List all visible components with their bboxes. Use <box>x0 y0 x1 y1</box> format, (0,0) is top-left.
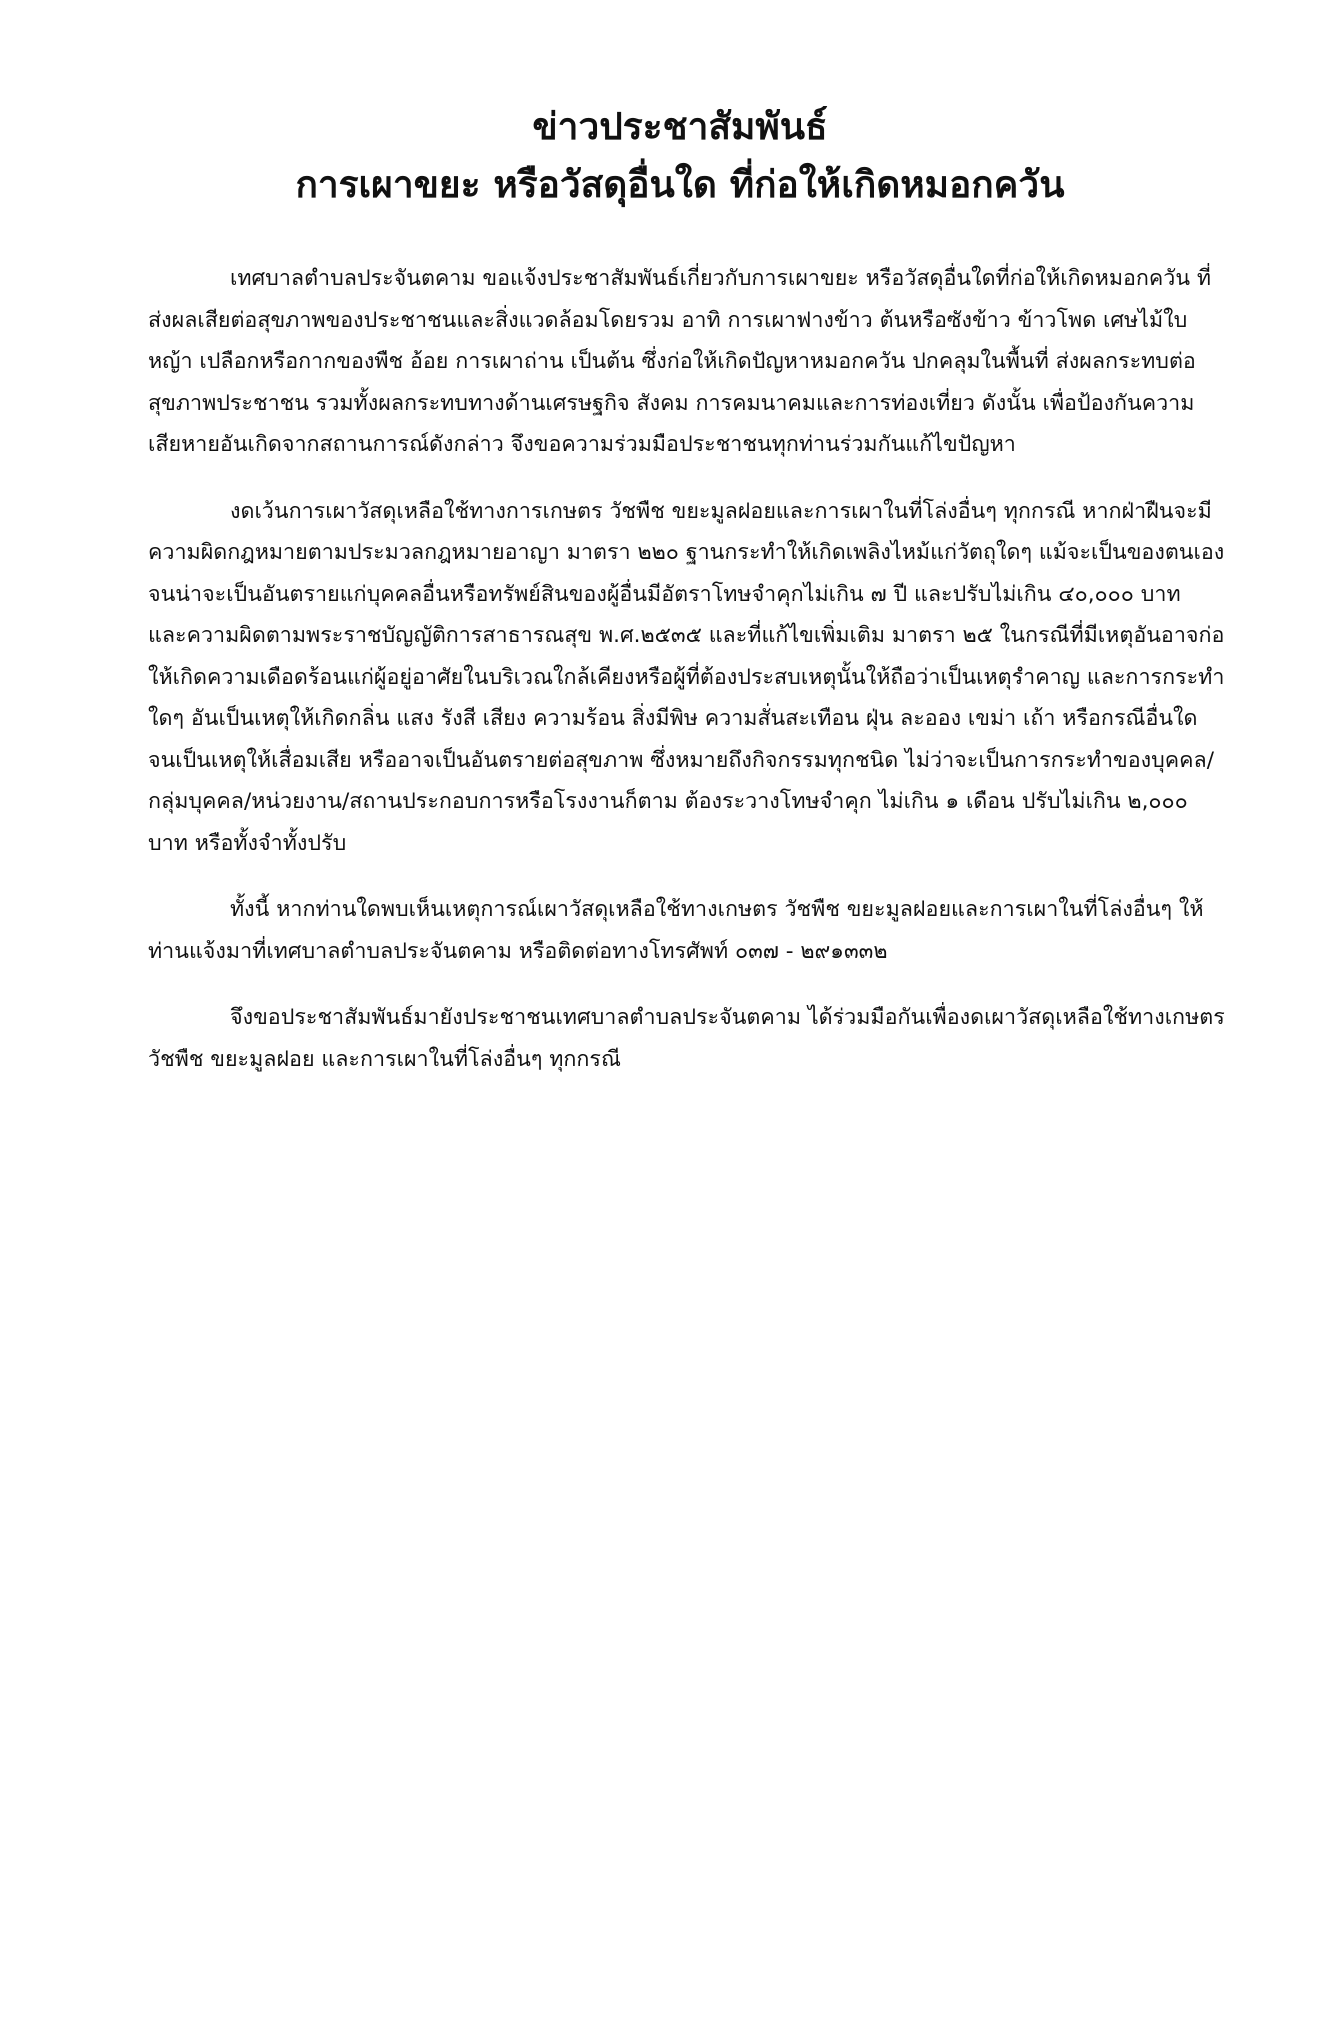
document-title: ข่าวประชาสัมพันธ์ <box>532 105 828 148</box>
document-body <box>148 258 1226 1105</box>
paragraph-legal-penalties: งดเว้นการเผาวัสดุเหลือใช้ทางการเกษตร วัชพืช ขยะมูลฝอยและการเผาในที่โล่งอื่นๆ ทุกกรณี หากฝ่าฝืนจะมีความผิดกฎหมายตามประมวลกฎหมายอาญา มาตรา ๒๒๐ ฐานกระทำให้เกิดเพลิงไหม้แก่วัตถุใดๆ แม้จะเป็นของตนเอง จนน่าจะเป็นอันตรายแก่บุคคลอื่นหรือทรัพย์สินของผู้อื่นมีอัตราโทษจำคุกไม่เกิน ๗ ปี และปรับไม่เกิน ๔๐,๐๐๐ บาท และความผิดตามพระราชบัญญัติการสาธารณสุข พ.ศ.๒๕๓๕ และที่แก้ไขเพิ่มเติม มาตรา ๒๕ ในกรณีที่มีเหตุอันอาจก่อให้เกิดความเดือดร้อนแก่ผู้อยู่อาศัยในบริเวณใกล้เคียงหรือผู้ที่ต้องประสบเหตุนั้นให้ถือว่าเป็นเหตุรำคาญ และการกระทำใดๆ อันเป็นเหตุให้เกิดกลิ่น แสง รังสี เสียง ความร้อน สิ่งมีพิษ ความสั่นสะเทือน ฝุ่น ละออง เขม่า เถ้า หรือกรณีอื่นใด จนเป็นเหตุให้เสื่อมเสีย หรืออาจเป็นอันตรายต่อสุขภาพ ซึ่งหมายถึงกิจกรรมทุกชนิด ไม่ว่าจะเป็นการกระทำของบุคคล/กลุ่มบุคคล/หน่วยงาน/สถานประกอบการหรือโรงงานก็ตาม ต้องระวางโทษจำคุก ไม่เกิน ๑ เดือน ปรับไม่เกิน ๒,๐๐๐ บาท หรือทั้งจำทั้งปรับ <box>148 498 1225 856</box>
document-subtitle: การเผาขยะ หรือวัสดุอื่นใด ที่ก่อให้เกิดหมอกควัน <box>295 163 1065 206</box>
paragraph-contact: ทั้งนี้ หากท่านใดพบเห็นเหตุการณ์เผาวัสดุเหลือใช้ทางเกษตร วัชพืช ขยะมูลฝอยและการเผาในที่โล่งอื่นๆ ให้ท่านแจ้งมาที่เทศบาลตำบลประจันตคาม หรือติดต่อทางโทรศัพท์ ๐๓๗ - ๒๙๑๓๓๒ <box>148 897 1204 964</box>
paragraph-announcement: เทศบาลตำบลประจันตคาม ขอแจ้งประชาสัมพันธ์เกี่ยวกับการเผาขยะ หรือวัสดุอื่นใดที่ก่อให้เกิดหมอกควัน ที่ส่งผลเสียต่อสุขภาพของประชาชนและสิ่งแวดล้อมโดยรวม อาทิ การเผาฟางข้าว ต้นหรือซังข้าว ข้าวโพด เศษไม้ใบหญ้า เปลือกหรือกากของพืช อ้อย การเผาถ่าน เป็นต้น ซึ่งก่อให้เกิดปัญหาหมอกควัน ปกคลุมในพื้นที่ ส่งผลกระทบต่อสุขภาพประชาชน รวมทั้งผลกระทบทางด้านเศรษฐกิจ สังคม การคมนาคมและการท่องเที่ยว ดังนั้น เพื่อป้องกันความเสียหายอันเกิดจากสถานการณ์ดังกล่าว จึงขอความร่วมมือประชาชนทุกท่านร่วมกันแก้ไขปัญหา <box>148 266 1212 457</box>
paragraph-closing: จึงขอประชาสัมพันธ์มายังประชาชนเทศบาลตำบลประจันตคาม ได้ร่วมมือกันเพื่องดเผาวัสดุเหลือใช้ทางเกษตร วัชพืช ขยะมูลฝอย และการเผาในที่โล่งอื่นๆ ทุกกรณี <box>148 1005 1225 1072</box>
document-header <box>140 98 1220 214</box>
